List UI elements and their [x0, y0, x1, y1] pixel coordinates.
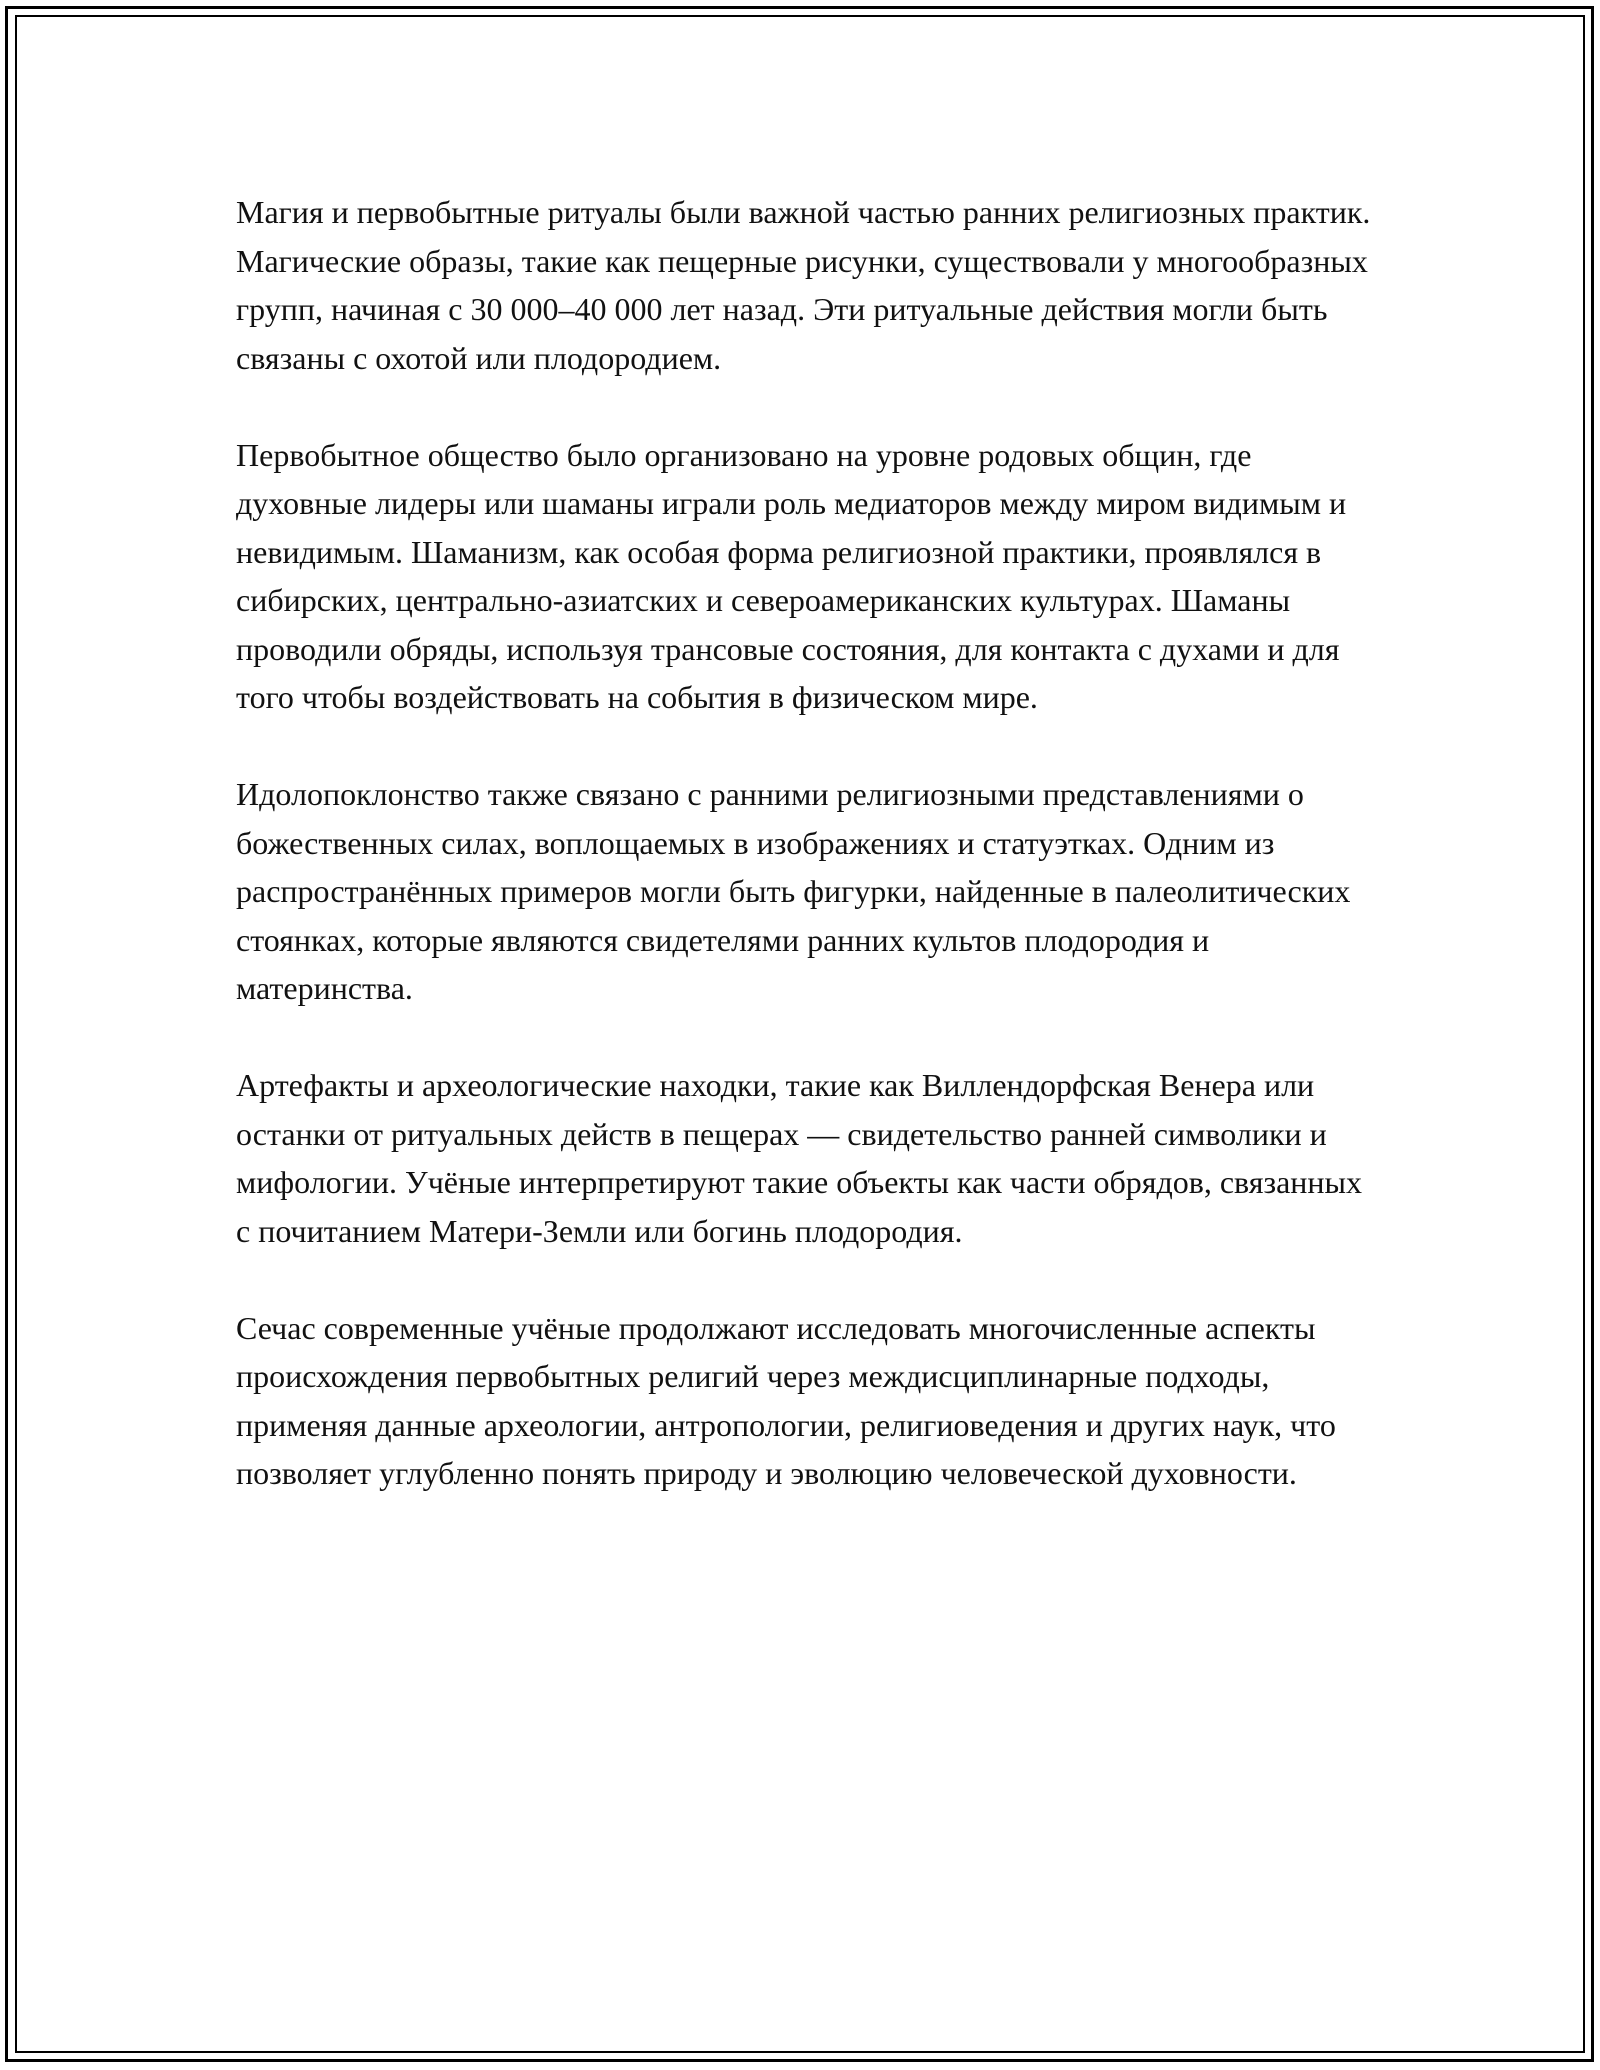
paragraph-shamanism: Первобытное общество было организовано на уровне родовых общин, где духовные лидеры или шаманы играли роль медиаторов между миром видимым и невидимым. Шаманизм, как особая форма религиозной практики, проявлялся в сибирских, центрально-азиатских и североамериканских культурах. Шаманы проводили обряды, используя трансовые состояния, для контакта с духами и для того чтобы воздействовать на события в физическом мире.	[236, 436, 1347, 715]
document-body	[236, 188, 1376, 1498]
paragraph-modern-research: Сечас современные учёные продолжают исследовать многочисленные аспекты происхождения первобытных религий через междисциплинарные подходы, применяя данные археологии, антропологии, религиоведения и других наук, что позволяет углубленно понять природу и эволюцию человеческой духовности.	[236, 1309, 1336, 1491]
paragraph-idolatry: Идолопоклонство также связано с ранними религиозными представлениями о божественных силах, воплощаемых в изображениях и статуэтках. Одним из распространённых примеров могли быть фигурки, найденные в палеолитических стоянках, которые являются свидетелями ранних культов плодородия и материнства.	[236, 776, 1351, 1006]
paragraph-magic-rituals: Магия и первобытные ритуалы были важной частью ранних религиозных практик. Магические образы, такие как пещерные рисунки, существовали у многообразных групп, начиная с 30 000–40 000 лет назад. Эти ритуальные действия могли быть связаны с охотой или плодородием.	[236, 194, 1371, 376]
paragraph-artifacts: Артефакты и археологические находки, такие как Виллендорфская Венера или останки от ритуальных действ в пещерах — свидетельство ранней символики и мифологии. Учёные интерпретируют такие объекты как части обрядов, связанных с почитанием Матери-Земли или богинь плодородия.	[236, 1067, 1363, 1249]
